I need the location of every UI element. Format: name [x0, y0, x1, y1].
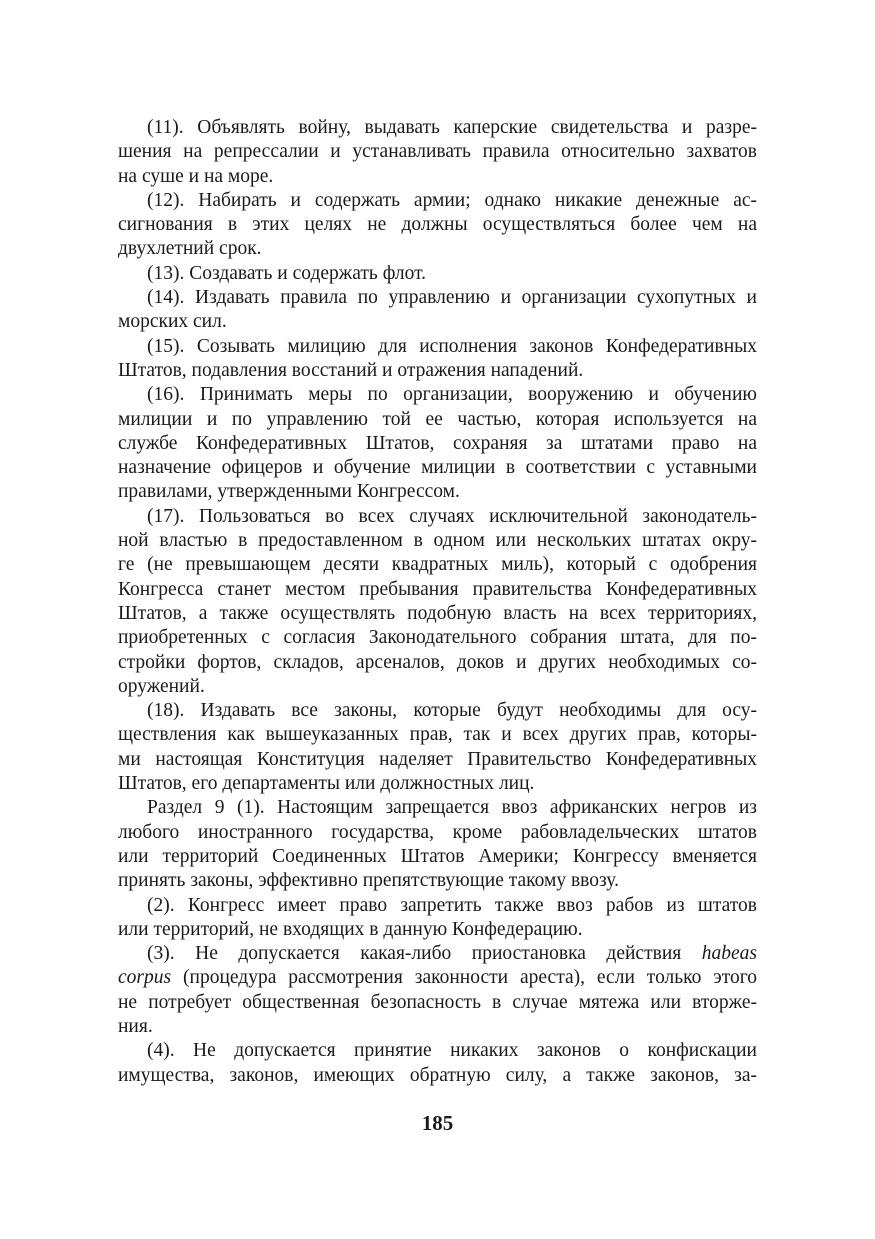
text-line: (12). Набирать и содержать армии; однако никакие денежные ас- [147, 189, 757, 211]
paragraph-17 [118, 505, 757, 699]
text-line: Штатов, подавления восстаний и отражения нападений. [118, 359, 584, 381]
paragraph-18 [118, 699, 757, 796]
text-line: Раздел 9 (1). Настоящим запрещается ввоз африканских негров из [147, 797, 757, 819]
text-run: (3). Не допускается какая-либо приостановка действия [147, 943, 702, 965]
paragraph-14 [118, 286, 757, 335]
paragraph-section-9-3 [118, 942, 757, 1039]
text-line: службе Конфедеративных Штатов, сохраняя за штатами право на [118, 432, 757, 454]
paragraph-11 [118, 116, 757, 189]
page-text-body [118, 116, 757, 1088]
text-line: (13). Создавать и содержать флот. [147, 262, 427, 284]
text-line: (18). Издавать все законы, которые будут необходимы для осу- [147, 700, 757, 722]
text-line: ге (не превышающем десяти квадратных миль), который с одобрения [118, 554, 757, 576]
text-run: (процедура рассмотрения законности ареста), если только этого [171, 967, 757, 989]
italic-term: corpus [118, 967, 172, 989]
text-line: (16). Принимать меры по организации, вооружению и обучению [147, 384, 757, 406]
text-line [118, 942, 757, 966]
text-line: имущества, законов, имеющих обратную силу, а также законов, за- [118, 1064, 757, 1086]
text-line: (14). Издавать правила по управлению и организации сухопутных и [147, 287, 757, 309]
text-line: правилами, утвержденными Конгрессом. [118, 481, 460, 503]
text-line: не потребует общественная безопасность в случае мятежа или вторже- [118, 991, 757, 1013]
text-line: приобретенных с согласия Законодательного собрания штата, для по- [118, 627, 757, 649]
text-line: (4). Не допускается принятие никаких законов о конфискации [147, 1040, 757, 1062]
paragraph-section-9-1 [118, 796, 757, 893]
text-line: Конгресса станет местом пребывания правительства Конфедеративных [118, 578, 757, 600]
paragraph-15 [118, 335, 757, 384]
text-line: на суше и на море. [118, 165, 274, 187]
text-line: любого иностранного государства, кроме рабовладельческих штатов [118, 821, 757, 843]
text-line: ми настоящая Конституция наделяет Правительство Конфедеративных [118, 748, 757, 770]
text-line: или территорий, не входящих в данную Конфедерацию. [118, 918, 583, 940]
text-line: ществления как вышеуказанных прав, так и всех других прав, которы- [118, 724, 757, 746]
text-line: (11). Объявлять войну, выдавать каперские свидетельства и разре- [147, 117, 757, 138]
text-line: милиции и по управлению той ее частью, которая используется на [118, 408, 757, 430]
text-line: или территорий Соединенных Штатов Америки; Конгрессу вменяется [118, 845, 757, 867]
paragraph-section-9-4 [118, 1039, 757, 1088]
text-line: шения на репрессалии и устанавливать правила относительно захватов [118, 141, 757, 163]
paragraph-13 [118, 262, 757, 286]
text-line: принять законы, эффективно препятствующие такому ввозу. [118, 870, 619, 892]
text-line: сигнования в этих целях не должны осуществляться более чем на [118, 214, 757, 236]
text-line: ной властью в предоставленном в одном или нескольких штатах окру- [118, 530, 757, 552]
text-line: морских сил. [118, 311, 227, 333]
text-line: (15). Созывать милицию для исполнения законов Конфедеративных [147, 335, 757, 357]
paragraph-section-9-2 [118, 894, 757, 943]
paragraph-12 [118, 189, 757, 262]
text-line: двухлетний срок. [118, 238, 262, 260]
text-line: Штатов, а также осуществлять подобную власть на всех территориях, [118, 602, 757, 624]
text-line: оружений. [118, 675, 205, 697]
text-line [118, 966, 757, 990]
text-line: ния. [118, 1015, 153, 1037]
page-number: 185 [421, 1111, 454, 1135]
text-line: (17). Пользоваться во всех случаях исключительной законодатель- [147, 505, 757, 527]
text-line: назначение офицеров и обучение милиции в соответствии с уставными [118, 457, 757, 479]
text-line: (2). Конгресс имеет право запретить также ввоз рабов из штатов [147, 894, 757, 916]
text-line: Штатов, его департаменты или должностных лиц. [118, 773, 535, 795]
paragraph-16 [118, 383, 757, 504]
text-line: стройки фортов, складов, арсеналов, доков и других необходимых со- [118, 651, 757, 673]
italic-term: habeas [701, 943, 757, 965]
